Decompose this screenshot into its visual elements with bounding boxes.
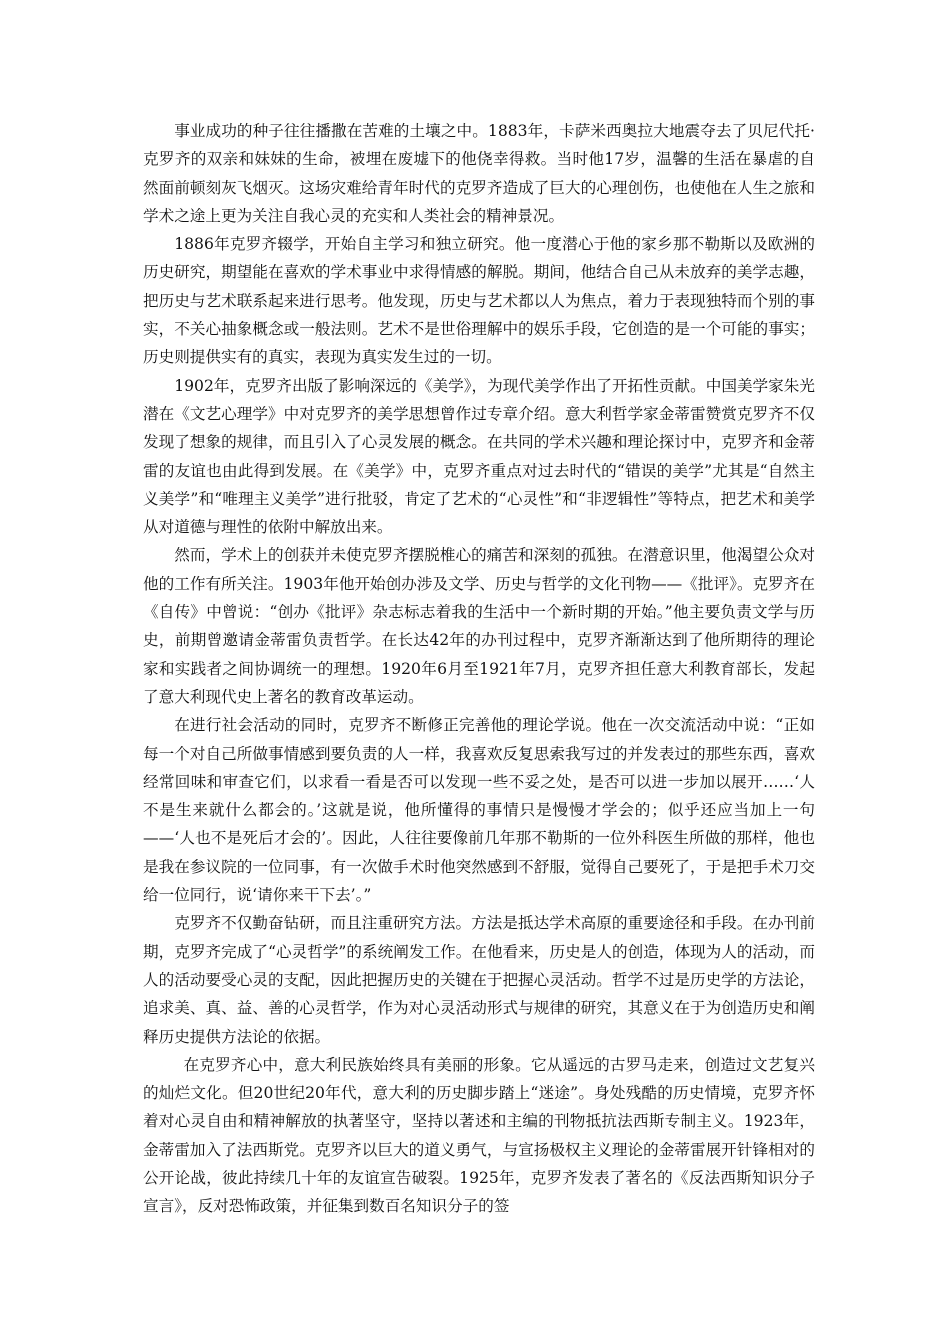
paragraph-4: 然而，学术上的创获并未使克罗齐摆脱椎心的痛苦和深刻的孤独。在潜意识里，他渴望公众对他的工作有所关注。1903年他开始创办涉及文学、历史与哲学的文化刊物——《批评》。克罗齐在《自传》中曾说：“创办《批评》杂志标志着我的生活中一个新时期的开始。”他主要负责文学与历史，前期曾邀请金蒂雷负责哲学。在长达42年的办刊过程中，克罗齐渐渐达到了他所期待的理论家和实践者之间协调统一的理想。1920年6月至1921年7月，克罗齐担任意大利教育部长，发起了意大利现代史上著名的教育改革运动。 (143, 546, 815, 706)
article-body (143, 117, 815, 1221)
paragraph-3: 1902年，克罗齐出版了影响深远的《美学》，为现代美学作出了开拓性贡献。中国美学家朱光潜在《文艺心理学》中对克罗齐的美学思想曾作过专章介绍。意大利哲学家金蒂雷赞赏克罗齐不仅发现了想象的规律，而且引入了心灵发展的概念。在共同的学术兴趣和理论探讨中，克罗齐和金蒂雷的友谊也由此得到发展。在《美学》中，克罗齐重点对过去时代的“错误的美学”尤其是“自然主义美学”和“唯理主义美学”进行批驳，肯定了艺术的“心灵性”和“非逻辑性”等特点，把艺术和美学从对道德与理性的依附中解放出来。 (143, 376, 815, 537)
paragraph-6: 克罗齐不仅勤奋钻研，而且注重研究方法。方法是抵达学术高原的重要途径和手段。在办刊前期，克罗齐完成了“心灵哲学”的系统阐发工作。在他看来，历史是人的创造，体现为人的活动，而人的活动要受心灵的支配，因此把握历史的关键在于把握心灵活动。哲学不过是历史学的方法论，追求美、真、益、善的心灵哲学，作为对心灵活动形式与规律的研究，其意义在于为创造历史和阐释历史提供方法论的依据。 (143, 914, 815, 1046)
paragraph-5: 在进行社会活动的同时，克罗齐不断修正完善他的理论学说。他在一次交流活动中说：“正如每一个对自己所做事情感到要负责的人一样，我喜欢反复思索我写过的并发表过的那些东西，喜欢经常回味和审查它们，以求看一看是否可以发现一些不妥之处，是否可以进一步加以展开……‘人不是生来就什么都会的。’这就是说，他所懂得的事情只是慢慢才学会的；似乎还应当加上一句——‘人也不是死后才会的’。因此，人往往要像前几年那不勒斯的一位外科医生所做的那样，他也是我在参议院的一位同事，有一次做手术时他突然感到不舒服，觉得自己要死了，于是把手术刀交给一位同行，说‘请你来干下去’。” (143, 716, 815, 905)
paragraph-7: 在克罗齐心中，意大利民族始终具有美丽的形象。它从遥远的古罗马走来，创造过文艺复兴的灿烂文化。但20世纪20年代，意大利的历史脚步踏上“迷途”。身处残酷的历史情境，克罗齐怀着对心灵自由和精神解放的执著坚守，坚持以著述和主编的刊物抵抗法西斯专制主义。1923年，金蒂雷加入了法西斯党。克罗齐以巨大的道义勇气，与宣扬极权主义理论的金蒂雷展开针锋相对的公开论战，彼此持续几十年的友谊宣告破裂。1925年，克罗齐发表了著名的《反法西斯知识分子宣言》，反对恐怖政策，并征集到数百名知识分子的签 (143, 1055, 815, 1216)
paragraph-1: 事业成功的种子往往播撒在苦难的土壤之中。1883年，卡萨米西奥拉大地震夺去了贝尼代托·克罗齐的双亲和妹妹的生命，被埋在废墟下的他侥幸得救。当时他17岁，温馨的生活在暴虐的自然面前顿刻灰飞烟灭。这场灾难给青年时代的克罗齐造成了巨大的心理创伤，也使他在人生之旅和学术之途上更为关注自我心灵的充实和人类社会的精神景况。 (143, 122, 815, 225)
paragraph-2: 1886年克罗齐辍学，开始自主学习和独立研究。他一度潜心于他的家乡那不勒斯以及欧洲的历史研究，期望能在喜欢的学术事业中求得情感的解脱。期间，他结合自己从未放弃的美学志趣，把历史与艺术联系起来进行思考。他发现，历史与艺术都以人为焦点，着力于表现独特而个别的事实，不关心抽象概念或一般法则。艺术不是世俗理解中的娱乐手段，它创造的是一个可能的事实；历史则提供实有的真实，表现为真实发生过的一切。 (143, 235, 815, 367)
